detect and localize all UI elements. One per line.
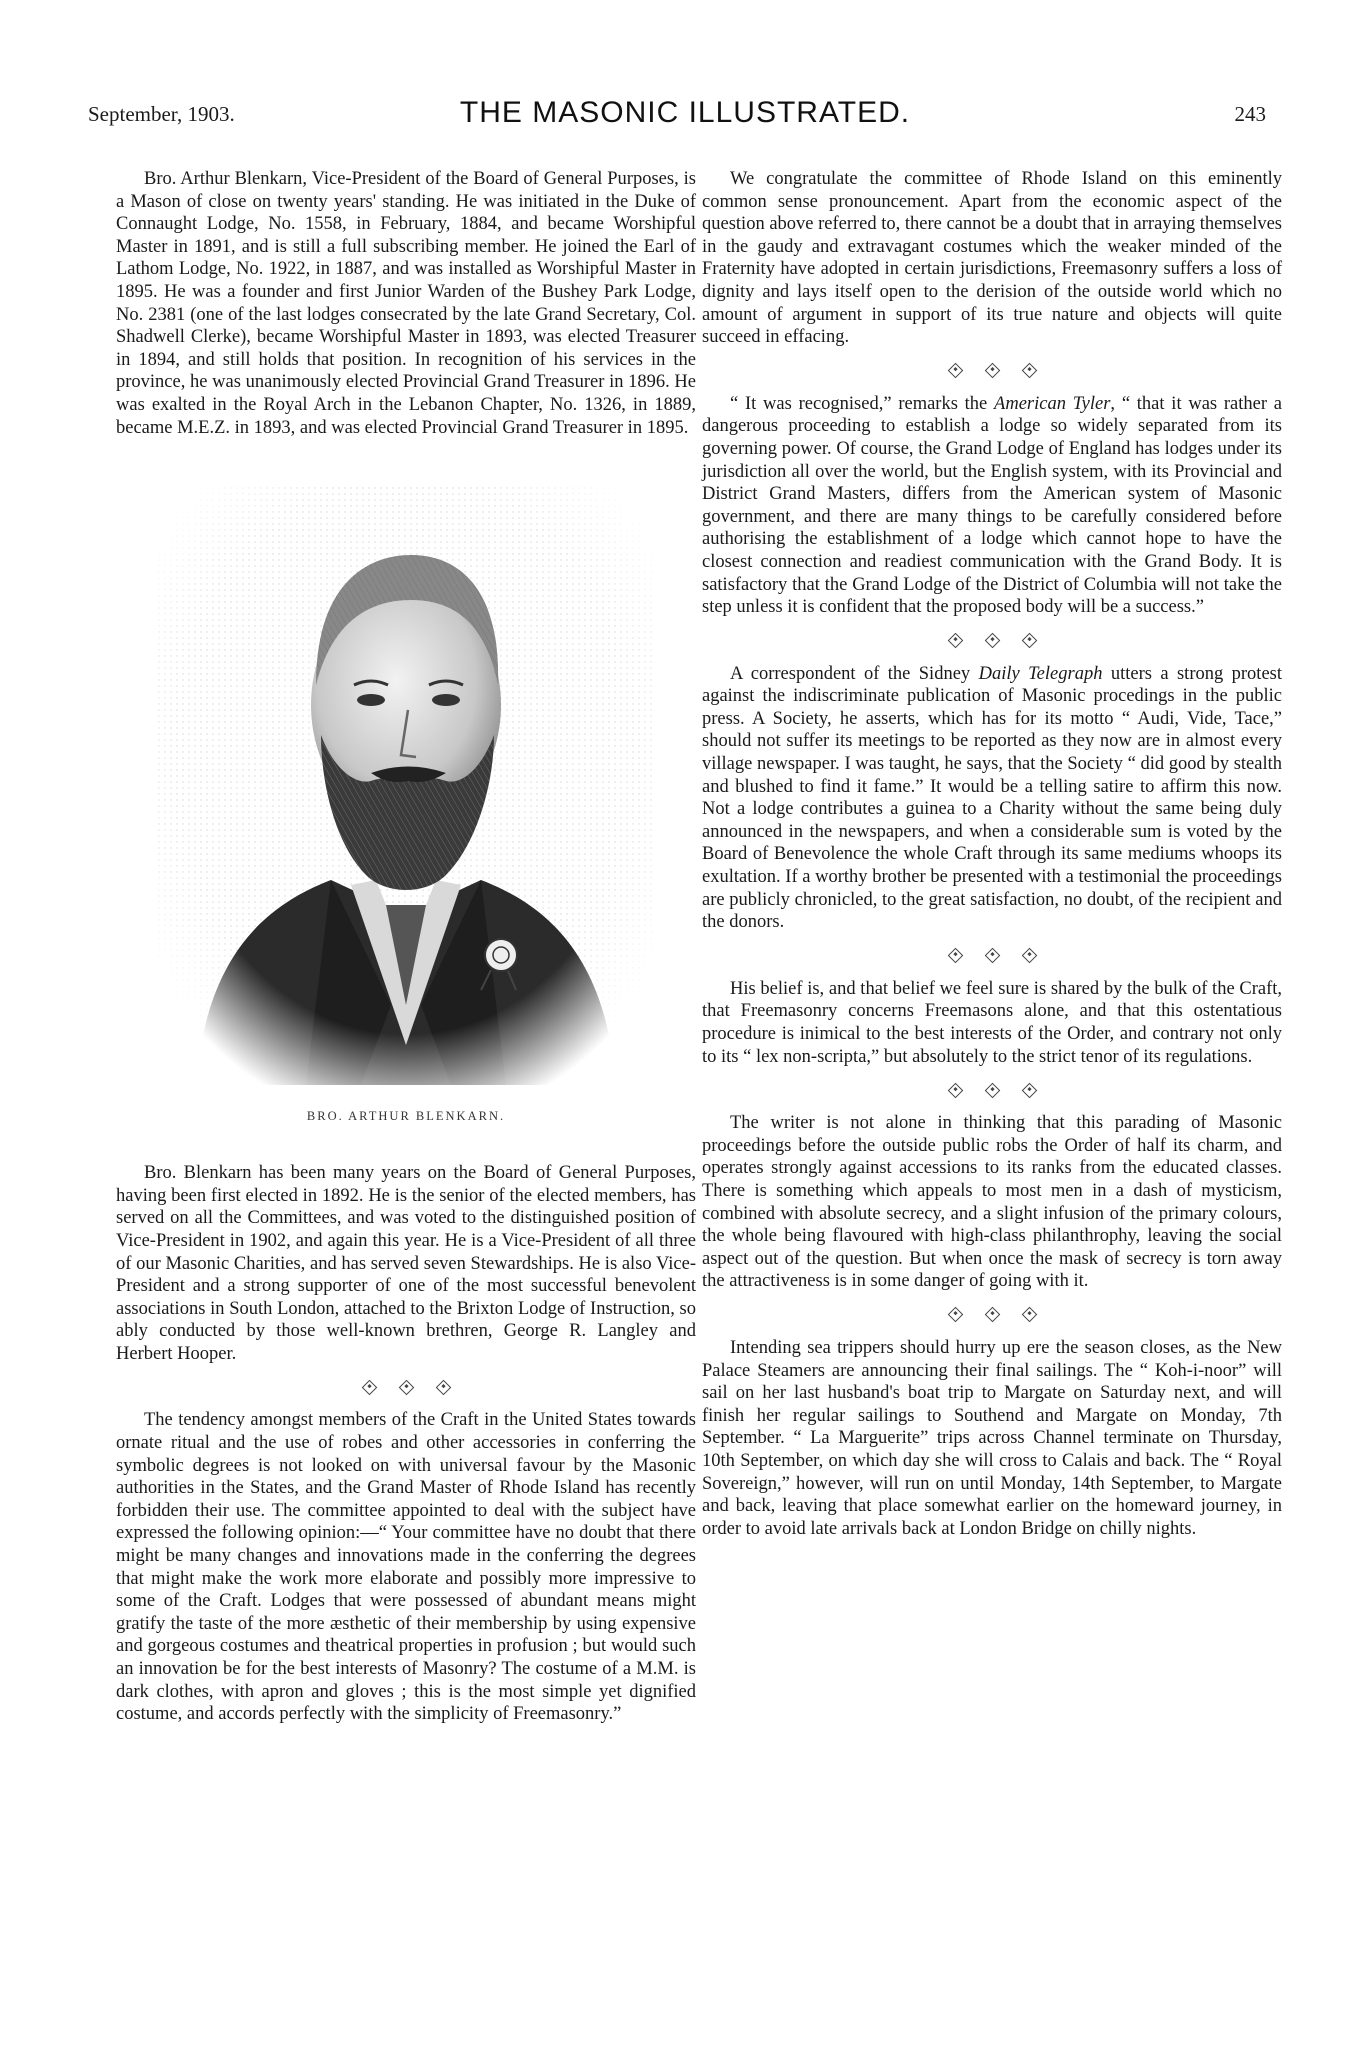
section-divider	[702, 934, 1282, 978]
american-tyler-paragraph	[702, 393, 1282, 619]
secrecy-paragraph: The writer is not alone in thinking that this parading of Masonic proceedings before the outside public robs the Order of half its charm, and operates strongly against accessions to its ranks from the educated classes. There is something which appeals to most men in a dash of mysticism, combined with absolute secrecy, and a slight infusion of the primary colours, the whole being flavoured with high-class philanthrophy, leaving the social aspect out of the question. But when once the mask of secrecy is torn away the attractiveness is in some danger of going with it.	[702, 1113, 1282, 1292]
paragraph-text: A correspondent of the Sidney	[730, 663, 979, 684]
publication-title: THE MASONIC ILLUSTRATED.	[459, 96, 911, 129]
diamond-ornament-icon	[1021, 1082, 1037, 1098]
portrait-image	[156, 485, 656, 1085]
diamond-ornament-icon	[398, 1380, 414, 1396]
rhode-island-paragraph: We congratulate the committee of Rhode Island on this eminently common sense pronouncement. Apart from the economic aspect of the question above referred to, there cannot be a doubt that in arraying themselves in the gaudy and extravagant costumes which the weaker minded of the Fraternity have adopted in certain jurisdictions, Freemasonry suffers a loss of dignity and lays itself open to the derision of the outside world which no amount of argument in support of its true nature and objects will quite succeed in effacing.	[702, 169, 1282, 348]
paragraph-text: “ It was recognised,” remarks the	[730, 393, 995, 414]
diamond-ornament-icon	[984, 948, 1000, 964]
diamond-ornament-icon	[1021, 363, 1037, 379]
diamond-ornament-icon	[1021, 948, 1037, 964]
diamond-ornament-icon	[984, 1307, 1000, 1323]
portrait-figure	[116, 447, 696, 1162]
diamond-ornament-icon	[1021, 1307, 1037, 1323]
diamond-ornament-icon	[947, 1082, 963, 1098]
diamond-ornament-icon	[435, 1380, 451, 1396]
diamond-ornament-icon	[947, 633, 963, 649]
left-column	[116, 168, 696, 1726]
paragraph-text: utters a strong protest against the indiscriminate publication of Masonic procedings in the public press. A Society, he asserts, which has for its motto “ Audi, Vide, Tace,” should not suffer its meetings to be reported as they now are in almost every village newspaper. I was taught, he says, that the Society “ did good by stealth and blushed to find it fame.” It would be a telling satire to affirm this now. Not a lodge contributes a guinea to a Charity without the same being duly announced in the newspapers, and when a considerable sum is voted by the Board of Benevolence the whole Craft through its same mediums whoops its exultation. If a worthy brother be presented with a testimonial the proceedings are publicly chronicled, to the great satisfaction, no doubt, of the recipient and the donors.	[702, 663, 1282, 933]
sidney-telegraph-paragraph	[702, 663, 1282, 934]
diamond-ornament-icon	[984, 363, 1000, 379]
section-divider	[116, 1365, 696, 1409]
paragraph-text: , “ that it was rather a dangerous proceeding to establish a lodge so widely separated from its governing power. Of course, the Grand Lodge of England has lodges under its jurisdiction all over the world, but the English system, with its Provincial and District Grand Masters, differs from the American system of Masonic government, and there are many things to be carefully considered before authorising the establishment of a lodge which cannot hope to have the closest connection and readiest communication with the Grand Body. It is satisfactory that the Grand Lodge of the District of Columbia will not take the step unless it is confident that the proposed body will be a success.”	[702, 393, 1282, 618]
publication-name: Daily Telegraph	[978, 663, 1103, 684]
page-number: 243	[1234, 102, 1266, 126]
ritual-tendency-paragraph: The tendency amongst members of the Craft in the United States towards ornate ritual and the use of robes and other accessories in conferring the symbolic degrees is not looked on with universal favour by the Masonic authorities in the States, and the Grand Master of Rhode Island has recently forbidden their use. The committee appointed to deal with the subject have expressed the following opinion:—“ Your committee have no doubt that there might be many changes and innovations made in the conferring the degrees that might make the work more elaborate and possibly more impressive to some of the Craft. Lodges that were possessed of abundant means might gratify the taste of the more æsthetic of their membership by using expensive and gorgeous costumes and theatrical properties in profusion ; but would such an innovation be for the best interests of Masonry? The costume of a M.M. is dark clothes, with apron and gloves ; this is the most simple yet dignified costume, and accords perfectly with the simplicity of Freemasonry.”	[116, 1410, 696, 1725]
publication-name: American Tyler	[994, 393, 1111, 414]
running-head	[0, 96, 1370, 136]
right-column	[702, 168, 1282, 1540]
diamond-ornament-icon	[361, 1380, 377, 1396]
steamers-paragraph: Intending sea trippers should hurry up ere the season closes, as the New Palace Steamers are announcing their final sailings. The “ Koh-i-noor” will sail on her last husband's boat trip to Margate on Saturday next, and will finish her regular sailings to Southend and Margate on Monday, 7th September. “ La Marguerite” trips across Channel terminate on Thursday, 10th September, on which day she will cross to Calais and back. The “ Royal Sovereign,” however, will run on until Monday, 14th September, to Margate and back, leaving that place somewhat earlier on the homeward journey, in order to avoid late arrivals back at London Bridge on chilly nights.	[702, 1337, 1282, 1539]
diamond-ornament-icon	[984, 633, 1000, 649]
diamond-ornament-icon	[947, 363, 963, 379]
section-divider	[702, 1293, 1282, 1337]
issue-date: September, 1903.	[88, 102, 235, 126]
section-divider	[702, 1068, 1282, 1112]
diamond-ornament-icon	[947, 948, 963, 964]
diamond-ornament-icon	[1021, 633, 1037, 649]
section-divider	[702, 349, 1282, 393]
diamond-ornament-icon	[947, 1307, 963, 1323]
craft-belief-paragraph: His belief is, and that belief we feel sure is shared by the bulk of the Craft, that Freemasonry concerns Freemasons alone, and that this ostentatious procedure is inimical to the best interests of the Order, and contrary not only to its “ lex non-scripta,” but absolutely to the strict tenor of its regulations.	[702, 978, 1282, 1067]
blenkarn-biography-paragraph: Bro. Arthur Blenkarn, Vice-President of the Board of General Purposes, is a Mason of close on twenty years' standing. He was initiated in the Duke of Connaught Lodge, No. 1558, in February, 1884, and became Worshipful Master in 1891, and is still a full subscribing member. He joined the Earl of Lathom Lodge, No. 1922, in 1887, and was installed as Worshipful Master in 1895. He was a founder and first Junior Warden of the Bushey Park Lodge, No. 2381 (one of the last lodges consecrated by the late Grand Secretary, Col. Shadwell Clerke), became Worshipful Master in 1893, was elected Treasurer in 1894, and still holds that position. In recognition of his services in the province, he was unanimously elected Provincial Grand Treasurer in 1896. He was exalted in the Royal Arch in the Lebanon Chapter, No. 1326, in 1889, became M.E.Z. in 1893, and was elected Provincial Grand Treasurer in 1895.	[116, 169, 696, 438]
board-service-paragraph: Bro. Blenkarn has been many years on the Board of General Purposes, having been first elected in 1892. He is the senior of the elected members, has served on all the Committees, and was voted to the distinguished position of Vice-President in 1902, and again this year. He is a Vice-President of all three of our Masonic Charities, and has served seven Stewardships. He is also Vice-President and a strong supporter of one of the most successful benevolent associations in South London, attached to the Brixton Lodge of Instruction, so ably conducted by those well-known brethren, George R. Langley and Herbert Hooper.	[116, 1163, 696, 1364]
portrait-caption: BRO. ARTHUR BLENKARN.	[306, 1109, 506, 1124]
diamond-ornament-icon	[984, 1082, 1000, 1098]
section-divider	[702, 619, 1282, 663]
